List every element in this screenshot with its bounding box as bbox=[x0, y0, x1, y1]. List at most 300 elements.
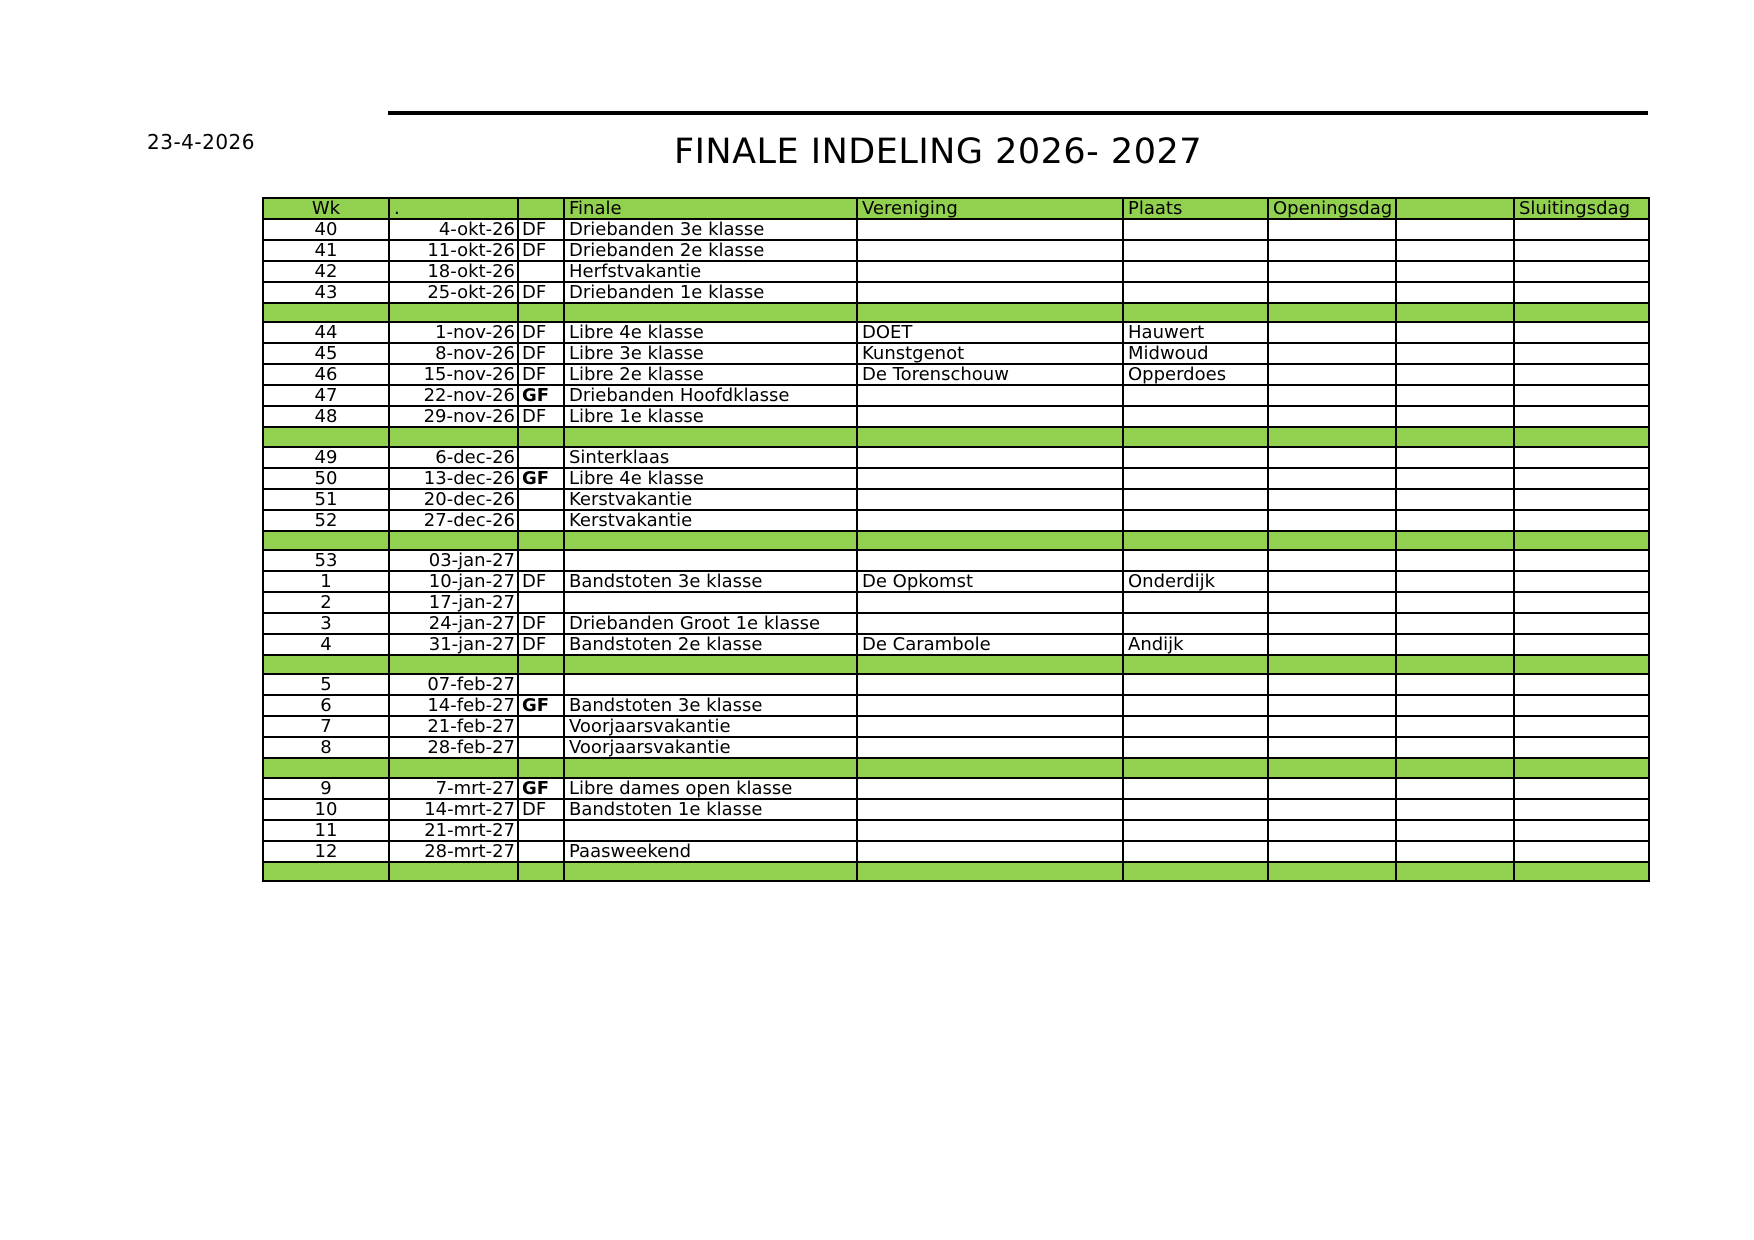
separator-cell bbox=[389, 531, 518, 550]
table-row bbox=[263, 468, 1649, 489]
sluitingsdag-cell bbox=[1514, 322, 1649, 343]
vereniging-cell bbox=[857, 447, 1123, 468]
finale-cell: Driebanden Groot 1e klasse bbox=[564, 613, 857, 634]
separator-cell bbox=[1514, 531, 1649, 550]
final-type-cell: DF bbox=[518, 634, 564, 655]
blank-cell bbox=[1396, 674, 1514, 695]
separator-cell bbox=[263, 758, 389, 777]
blank-cell bbox=[1396, 406, 1514, 427]
column-header-sluitingsdag: Sluitingsdag bbox=[1514, 198, 1649, 219]
table-row bbox=[263, 364, 1649, 385]
plaats-cell bbox=[1123, 385, 1268, 406]
final-type-cell: DF bbox=[518, 799, 564, 820]
table-row bbox=[263, 634, 1649, 655]
date-cell: 28-feb-27 bbox=[389, 737, 518, 758]
separator-cell bbox=[1514, 303, 1649, 322]
table-row bbox=[263, 592, 1649, 613]
separator-cell bbox=[518, 303, 564, 322]
plaats-cell bbox=[1123, 489, 1268, 510]
sluitingsdag-cell bbox=[1514, 737, 1649, 758]
blank-cell bbox=[1396, 447, 1514, 468]
table-row bbox=[263, 737, 1649, 758]
finale-cell: Voorjaarsvakantie bbox=[564, 737, 857, 758]
week-cell: 10 bbox=[263, 799, 389, 820]
separator-cell bbox=[1268, 303, 1396, 322]
sluitingsdag-cell bbox=[1514, 282, 1649, 303]
openingsdag-cell bbox=[1268, 219, 1396, 240]
table-row bbox=[263, 282, 1649, 303]
final-type-cell bbox=[518, 447, 564, 468]
week-cell: 49 bbox=[263, 447, 389, 468]
final-type-cell bbox=[518, 592, 564, 613]
date-cell: 27-dec-26 bbox=[389, 510, 518, 531]
sluitingsdag-cell bbox=[1514, 343, 1649, 364]
finale-cell: Driebanden 3e klasse bbox=[564, 219, 857, 240]
date-cell: 24-jan-27 bbox=[389, 613, 518, 634]
plaats-cell bbox=[1123, 240, 1268, 261]
sluitingsdag-cell bbox=[1514, 240, 1649, 261]
table-row bbox=[263, 778, 1649, 799]
separator-cell bbox=[518, 427, 564, 446]
date-cell: 17-jan-27 bbox=[389, 592, 518, 613]
finale-cell: Paasweekend bbox=[564, 841, 857, 862]
separator-cell bbox=[518, 758, 564, 777]
sluitingsdag-cell bbox=[1514, 406, 1649, 427]
date-cell: 14-feb-27 bbox=[389, 695, 518, 716]
plaats-cell bbox=[1123, 841, 1268, 862]
table-row bbox=[263, 674, 1649, 695]
separator-cell bbox=[518, 862, 564, 881]
schedule-table bbox=[262, 197, 1650, 882]
sluitingsdag-cell bbox=[1514, 510, 1649, 531]
final-type-cell bbox=[518, 261, 564, 282]
week-cell: 44 bbox=[263, 322, 389, 343]
blank-cell bbox=[1396, 592, 1514, 613]
blank-cell bbox=[1396, 820, 1514, 841]
final-type-cell bbox=[518, 489, 564, 510]
plaats-cell bbox=[1123, 468, 1268, 489]
final-type-cell bbox=[518, 716, 564, 737]
week-cell: 43 bbox=[263, 282, 389, 303]
final-type-cell: DF bbox=[518, 240, 564, 261]
separator-cell bbox=[564, 758, 857, 777]
separator-cell bbox=[263, 303, 389, 322]
week-cell: 46 bbox=[263, 364, 389, 385]
vereniging-cell bbox=[857, 406, 1123, 427]
separator-row bbox=[263, 758, 1649, 777]
separator-cell bbox=[564, 427, 857, 446]
finale-cell: Libre 4e klasse bbox=[564, 468, 857, 489]
separator-cell bbox=[1123, 655, 1268, 674]
week-cell: 40 bbox=[263, 219, 389, 240]
vereniging-cell bbox=[857, 592, 1123, 613]
openingsdag-cell bbox=[1268, 385, 1396, 406]
header-rule bbox=[388, 111, 1648, 115]
table-row bbox=[263, 343, 1649, 364]
vereniging-cell bbox=[857, 799, 1123, 820]
date-cell: 03-jan-27 bbox=[389, 550, 518, 571]
date-cell: 10-jan-27 bbox=[389, 571, 518, 592]
plaats-cell bbox=[1123, 261, 1268, 282]
finale-cell: Driebanden 2e klasse bbox=[564, 240, 857, 261]
openingsdag-cell bbox=[1268, 282, 1396, 303]
week-cell: 2 bbox=[263, 592, 389, 613]
date-cell: 4-okt-26 bbox=[389, 219, 518, 240]
openingsdag-cell bbox=[1268, 261, 1396, 282]
separator-cell bbox=[389, 655, 518, 674]
separator-cell bbox=[1396, 862, 1514, 881]
plaats-cell bbox=[1123, 550, 1268, 571]
date-cell: 8-nov-26 bbox=[389, 343, 518, 364]
separator-cell bbox=[857, 303, 1123, 322]
finale-cell: Driebanden Hoofdklasse bbox=[564, 385, 857, 406]
table-row bbox=[263, 841, 1649, 862]
plaats-cell bbox=[1123, 820, 1268, 841]
vereniging-cell bbox=[857, 468, 1123, 489]
plaats-cell bbox=[1123, 510, 1268, 531]
plaats-cell bbox=[1123, 613, 1268, 634]
separator-cell bbox=[564, 862, 857, 881]
finale-cell: Bandstoten 1e klasse bbox=[564, 799, 857, 820]
plaats-cell bbox=[1123, 716, 1268, 737]
separator-cell bbox=[857, 758, 1123, 777]
week-cell: 5 bbox=[263, 674, 389, 695]
final-type-cell: DF bbox=[518, 282, 564, 303]
date-cell: 15-nov-26 bbox=[389, 364, 518, 385]
sluitingsdag-cell bbox=[1514, 634, 1649, 655]
plaats-cell: Onderdijk bbox=[1123, 571, 1268, 592]
date-cell: 6-dec-26 bbox=[389, 447, 518, 468]
date-cell: 29-nov-26 bbox=[389, 406, 518, 427]
table-row bbox=[263, 716, 1649, 737]
openingsdag-cell bbox=[1268, 510, 1396, 531]
final-type-cell: GF bbox=[518, 468, 564, 489]
vereniging-cell bbox=[857, 695, 1123, 716]
vereniging-cell bbox=[857, 240, 1123, 261]
table-row bbox=[263, 261, 1649, 282]
blank-cell bbox=[1396, 716, 1514, 737]
table-row bbox=[263, 219, 1649, 240]
blank-cell bbox=[1396, 550, 1514, 571]
vereniging-cell bbox=[857, 737, 1123, 758]
blank-cell bbox=[1396, 510, 1514, 531]
separator-cell bbox=[389, 862, 518, 881]
plaats-cell: Opperdoes bbox=[1123, 364, 1268, 385]
plaats-cell bbox=[1123, 778, 1268, 799]
blank-cell bbox=[1396, 261, 1514, 282]
finale-cell: Bandstoten 3e klasse bbox=[564, 695, 857, 716]
separator-row bbox=[263, 655, 1649, 674]
sluitingsdag-cell bbox=[1514, 364, 1649, 385]
vereniging-cell: De Opkomst bbox=[857, 571, 1123, 592]
openingsdag-cell bbox=[1268, 716, 1396, 737]
date-cell: 25-okt-26 bbox=[389, 282, 518, 303]
sluitingsdag-cell bbox=[1514, 592, 1649, 613]
openingsdag-cell bbox=[1268, 447, 1396, 468]
sluitingsdag-cell bbox=[1514, 489, 1649, 510]
openingsdag-cell bbox=[1268, 674, 1396, 695]
vereniging-cell bbox=[857, 778, 1123, 799]
vereniging-cell bbox=[857, 613, 1123, 634]
sluitingsdag-cell bbox=[1514, 695, 1649, 716]
plaats-cell bbox=[1123, 799, 1268, 820]
separator-cell bbox=[564, 655, 857, 674]
openingsdag-cell bbox=[1268, 322, 1396, 343]
vereniging-cell bbox=[857, 385, 1123, 406]
date-cell: 22-nov-26 bbox=[389, 385, 518, 406]
separator-cell bbox=[389, 303, 518, 322]
openingsdag-cell bbox=[1268, 634, 1396, 655]
separator-cell bbox=[1514, 758, 1649, 777]
openingsdag-cell bbox=[1268, 613, 1396, 634]
finale-cell: Libre 2e klasse bbox=[564, 364, 857, 385]
separator-cell bbox=[263, 531, 389, 550]
page-title: FINALE INDELING 2026- 2027 bbox=[673, 132, 1203, 172]
finale-cell: Driebanden 1e klasse bbox=[564, 282, 857, 303]
plaats-cell bbox=[1123, 695, 1268, 716]
print-date: 23-4-2026 bbox=[147, 130, 256, 154]
finale-cell: Libre 1e klasse bbox=[564, 406, 857, 427]
date-cell: 28-mrt-27 bbox=[389, 841, 518, 862]
sluitingsdag-cell bbox=[1514, 820, 1649, 841]
date-cell: 7-mrt-27 bbox=[389, 778, 518, 799]
final-type-cell: DF bbox=[518, 343, 564, 364]
finale-cell bbox=[564, 674, 857, 695]
table-row bbox=[263, 550, 1649, 571]
final-type-cell bbox=[518, 841, 564, 862]
final-type-cell: GF bbox=[518, 385, 564, 406]
finale-cell: Kerstvakantie bbox=[564, 489, 857, 510]
plaats-cell bbox=[1123, 674, 1268, 695]
schedule-body bbox=[263, 219, 1649, 881]
finale-cell: Sinterklaas bbox=[564, 447, 857, 468]
final-type-cell bbox=[518, 550, 564, 571]
date-cell: 20-dec-26 bbox=[389, 489, 518, 510]
separator-cell bbox=[564, 531, 857, 550]
blank-cell bbox=[1396, 737, 1514, 758]
finale-cell bbox=[564, 550, 857, 571]
openingsdag-cell bbox=[1268, 820, 1396, 841]
openingsdag-cell bbox=[1268, 571, 1396, 592]
table-row bbox=[263, 322, 1649, 343]
plaats-cell bbox=[1123, 219, 1268, 240]
separator-cell bbox=[857, 427, 1123, 446]
week-cell: 53 bbox=[263, 550, 389, 571]
date-cell: 11-okt-26 bbox=[389, 240, 518, 261]
table-header-row bbox=[263, 198, 1649, 219]
table-row bbox=[263, 489, 1649, 510]
table-row bbox=[263, 799, 1649, 820]
final-type-cell: DF bbox=[518, 406, 564, 427]
plaats-cell bbox=[1123, 592, 1268, 613]
openingsdag-cell bbox=[1268, 240, 1396, 261]
blank-cell bbox=[1396, 385, 1514, 406]
openingsdag-cell bbox=[1268, 406, 1396, 427]
final-type-cell: DF bbox=[518, 219, 564, 240]
column-header-type bbox=[518, 198, 564, 219]
blank-cell bbox=[1396, 841, 1514, 862]
separator-cell bbox=[857, 531, 1123, 550]
plaats-cell bbox=[1123, 447, 1268, 468]
table-row bbox=[263, 240, 1649, 261]
openingsdag-cell bbox=[1268, 592, 1396, 613]
week-cell: 47 bbox=[263, 385, 389, 406]
vereniging-cell bbox=[857, 219, 1123, 240]
vereniging-cell bbox=[857, 510, 1123, 531]
table-row bbox=[263, 695, 1649, 716]
finale-cell: Libre 3e klasse bbox=[564, 343, 857, 364]
separator-cell bbox=[389, 427, 518, 446]
sluitingsdag-cell bbox=[1514, 571, 1649, 592]
column-header-blank bbox=[1396, 198, 1514, 219]
blank-cell bbox=[1396, 322, 1514, 343]
separator-cell bbox=[1268, 427, 1396, 446]
final-type-cell: DF bbox=[518, 571, 564, 592]
table-row bbox=[263, 613, 1649, 634]
openingsdag-cell bbox=[1268, 799, 1396, 820]
separator-cell bbox=[1268, 655, 1396, 674]
date-cell: 1-nov-26 bbox=[389, 322, 518, 343]
blank-cell bbox=[1396, 613, 1514, 634]
separator-cell bbox=[1514, 427, 1649, 446]
separator-cell bbox=[1123, 303, 1268, 322]
blank-cell bbox=[1396, 343, 1514, 364]
blank-cell bbox=[1396, 468, 1514, 489]
finale-cell: Libre dames open klasse bbox=[564, 778, 857, 799]
vereniging-cell bbox=[857, 261, 1123, 282]
sluitingsdag-cell bbox=[1514, 716, 1649, 737]
plaats-cell: Hauwert bbox=[1123, 322, 1268, 343]
final-type-cell bbox=[518, 674, 564, 695]
blank-cell bbox=[1396, 634, 1514, 655]
openingsdag-cell bbox=[1268, 489, 1396, 510]
plaats-cell: Andijk bbox=[1123, 634, 1268, 655]
finale-cell: Kerstvakantie bbox=[564, 510, 857, 531]
openingsdag-cell bbox=[1268, 343, 1396, 364]
openingsdag-cell bbox=[1268, 468, 1396, 489]
final-type-cell: DF bbox=[518, 322, 564, 343]
week-cell: 1 bbox=[263, 571, 389, 592]
column-header-openingsdag: Openingsdag bbox=[1268, 198, 1396, 219]
date-cell: 21-feb-27 bbox=[389, 716, 518, 737]
week-cell: 12 bbox=[263, 841, 389, 862]
sluitingsdag-cell bbox=[1514, 261, 1649, 282]
date-cell: 07-feb-27 bbox=[389, 674, 518, 695]
week-cell: 41 bbox=[263, 240, 389, 261]
separator-cell bbox=[1514, 655, 1649, 674]
final-type-cell bbox=[518, 510, 564, 531]
table-row bbox=[263, 510, 1649, 531]
vereniging-cell bbox=[857, 716, 1123, 737]
date-cell: 14-mrt-27 bbox=[389, 799, 518, 820]
separator-cell bbox=[263, 655, 389, 674]
blank-cell bbox=[1396, 364, 1514, 385]
separator-cell bbox=[389, 758, 518, 777]
blank-cell bbox=[1396, 778, 1514, 799]
final-type-cell: GF bbox=[518, 778, 564, 799]
separator-cell bbox=[1396, 758, 1514, 777]
vereniging-cell: DOET bbox=[857, 322, 1123, 343]
finale-cell: Libre 4e klasse bbox=[564, 322, 857, 343]
week-cell: 7 bbox=[263, 716, 389, 737]
week-cell: 6 bbox=[263, 695, 389, 716]
separator-cell bbox=[1268, 531, 1396, 550]
sluitingsdag-cell bbox=[1514, 385, 1649, 406]
vereniging-cell bbox=[857, 282, 1123, 303]
final-type-cell: GF bbox=[518, 695, 564, 716]
plaats-cell: Midwoud bbox=[1123, 343, 1268, 364]
plaats-cell bbox=[1123, 406, 1268, 427]
openingsdag-cell bbox=[1268, 695, 1396, 716]
finale-cell: Herfstvakantie bbox=[564, 261, 857, 282]
final-type-cell: DF bbox=[518, 613, 564, 634]
column-header-date: . bbox=[389, 198, 518, 219]
vereniging-cell: De Carambole bbox=[857, 634, 1123, 655]
openingsdag-cell bbox=[1268, 737, 1396, 758]
separator-row bbox=[263, 427, 1649, 446]
week-cell: 8 bbox=[263, 737, 389, 758]
sluitingsdag-cell bbox=[1514, 550, 1649, 571]
blank-cell bbox=[1396, 489, 1514, 510]
separator-cell bbox=[1514, 862, 1649, 881]
separator-cell bbox=[1396, 655, 1514, 674]
separator-cell bbox=[1123, 531, 1268, 550]
openingsdag-cell bbox=[1268, 841, 1396, 862]
finale-cell bbox=[564, 820, 857, 841]
separator-cell bbox=[857, 862, 1123, 881]
separator-cell bbox=[1396, 303, 1514, 322]
sluitingsdag-cell bbox=[1514, 674, 1649, 695]
sluitingsdag-cell bbox=[1514, 799, 1649, 820]
week-cell: 3 bbox=[263, 613, 389, 634]
sluitingsdag-cell bbox=[1514, 841, 1649, 862]
finale-cell: Voorjaarsvakantie bbox=[564, 716, 857, 737]
week-cell: 9 bbox=[263, 778, 389, 799]
table-row bbox=[263, 385, 1649, 406]
week-cell: 52 bbox=[263, 510, 389, 531]
column-header-wk: Wk bbox=[263, 198, 389, 219]
separator-cell bbox=[263, 862, 389, 881]
separator-cell bbox=[263, 427, 389, 446]
blank-cell bbox=[1396, 695, 1514, 716]
sluitingsdag-cell bbox=[1514, 613, 1649, 634]
column-header-vereniging: Vereniging bbox=[857, 198, 1123, 219]
final-type-cell: DF bbox=[518, 364, 564, 385]
vereniging-cell: De Torenschouw bbox=[857, 364, 1123, 385]
plaats-cell bbox=[1123, 737, 1268, 758]
separator-row bbox=[263, 531, 1649, 550]
table-row bbox=[263, 447, 1649, 468]
vereniging-cell: Kunstgenot bbox=[857, 343, 1123, 364]
separator-cell bbox=[1396, 427, 1514, 446]
sluitingsdag-cell bbox=[1514, 468, 1649, 489]
separator-cell bbox=[857, 655, 1123, 674]
openingsdag-cell bbox=[1268, 364, 1396, 385]
blank-cell bbox=[1396, 571, 1514, 592]
openingsdag-cell bbox=[1268, 550, 1396, 571]
separator-cell bbox=[1268, 758, 1396, 777]
date-cell: 18-okt-26 bbox=[389, 261, 518, 282]
vereniging-cell bbox=[857, 820, 1123, 841]
plaats-cell bbox=[1123, 282, 1268, 303]
finale-cell: Bandstoten 3e klasse bbox=[564, 571, 857, 592]
separator-cell bbox=[1268, 862, 1396, 881]
finale-cell bbox=[564, 592, 857, 613]
separator-cell bbox=[564, 303, 857, 322]
openingsdag-cell bbox=[1268, 778, 1396, 799]
blank-cell bbox=[1396, 282, 1514, 303]
column-header-finale: Finale bbox=[564, 198, 857, 219]
